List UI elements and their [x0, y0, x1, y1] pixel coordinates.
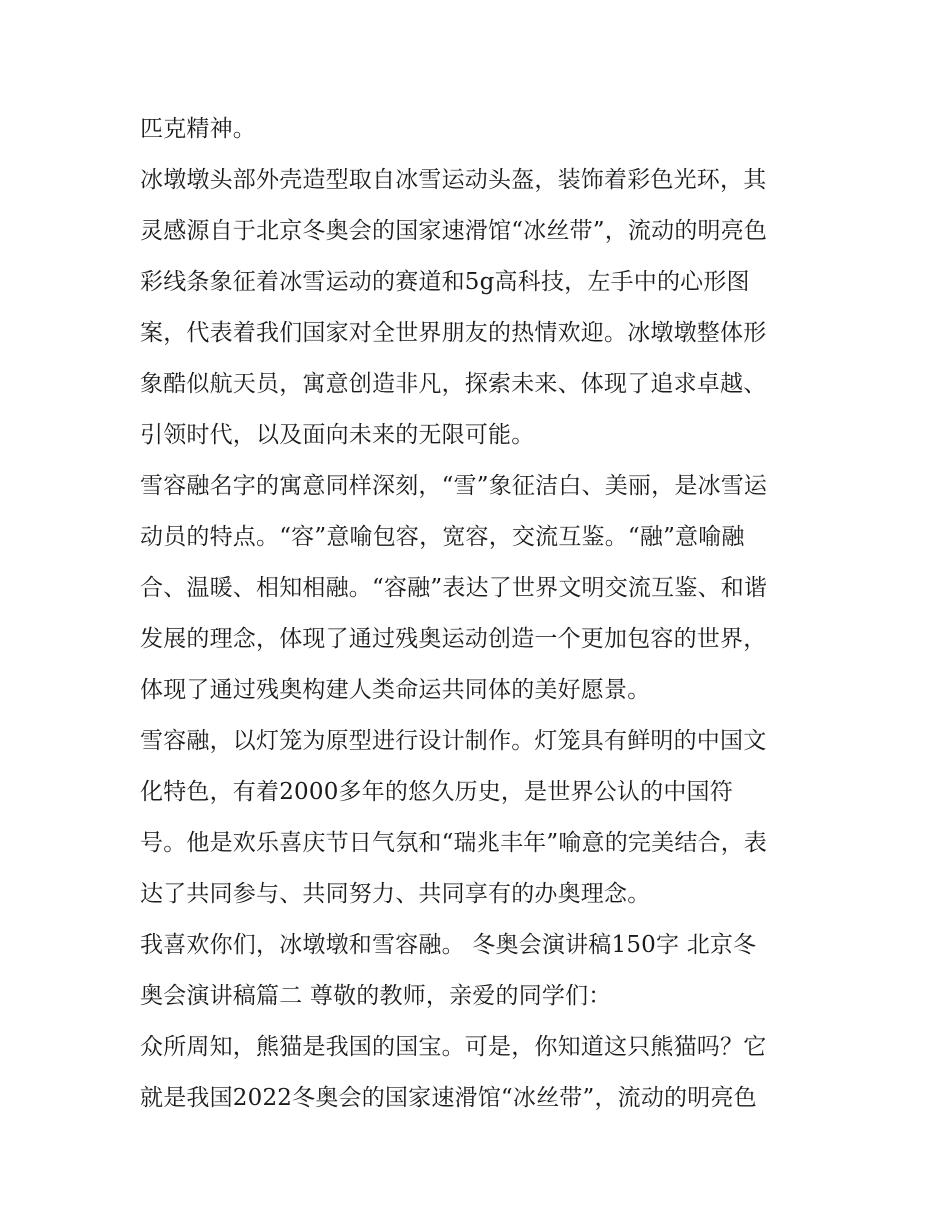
text-line: 我喜欢你们，冰墩墩和雪容融。 冬奥会演讲稿150字 北京冬	[140, 932, 757, 958]
text-line: 引领时代，以及面向未来的无限可能。	[140, 422, 535, 448]
text-line: 众所周知，熊猫是我国的国宝。可是，你知道这只熊猫吗？它	[140, 1034, 767, 1060]
text-line: 案，代表着我们国家对全世界朋友的热情欢迎。冰墩墩整体形	[140, 320, 767, 346]
text-line: 冰墩墩头部外壳造型取自冰雪运动头盔，装饰着彩色光环，其	[140, 167, 767, 193]
text-line: 雪容融名字的寓意同样深刻，“雪”象征洁白、美丽，是冰雪运	[140, 473, 768, 499]
text-line: 就是我国2022冬奥会的国家速滑馆“冰丝带”，流动的明亮色	[140, 1085, 757, 1111]
text-line: 奥会演讲稿篇二 尊敬的教师，亲爱的同学们：	[140, 983, 612, 1009]
text-line: 号。他是欢乐喜庆节日气氛和“瑞兆丰年”喻意的完美结合，表	[140, 830, 768, 856]
text-line: 化特色，有着2000多年的悠久历史，是世界公认的中国符	[140, 779, 733, 805]
text-line: 达了共同参与、共同努力、共同享有的办奥理念。	[140, 881, 651, 907]
text-line: 雪容融，以灯笼为原型进行设计制作。灯笼具有鲜明的中国文	[140, 728, 767, 754]
text-line: 彩线条象征着冰雪运动的赛道和5g高科技，左手中的心形图	[140, 269, 750, 295]
text-line: 发展的理念，体现了通过残奥运动创造一个更加包容的世界，	[140, 626, 767, 652]
text-line: 匹克精神。	[140, 116, 256, 142]
text-line: 象酷似航天员，寓意创造非凡，探索未来、体现了追求卓越、	[140, 371, 767, 397]
text-line: 动员的特点。“容”意喻包容，宽容，交流互鉴。“融”意喻融	[140, 524, 745, 550]
text-line: 体现了通过残奥构建人类命运共同体的美好愿景。	[140, 677, 651, 703]
text-line: 合、温暖、相知相融。“容融”表达了世界文明交流互鉴、和谐	[140, 575, 768, 601]
text-line: 灵感源自于北京冬奥会的国家速滑馆“冰丝带”，流动的明亮色	[140, 218, 768, 244]
